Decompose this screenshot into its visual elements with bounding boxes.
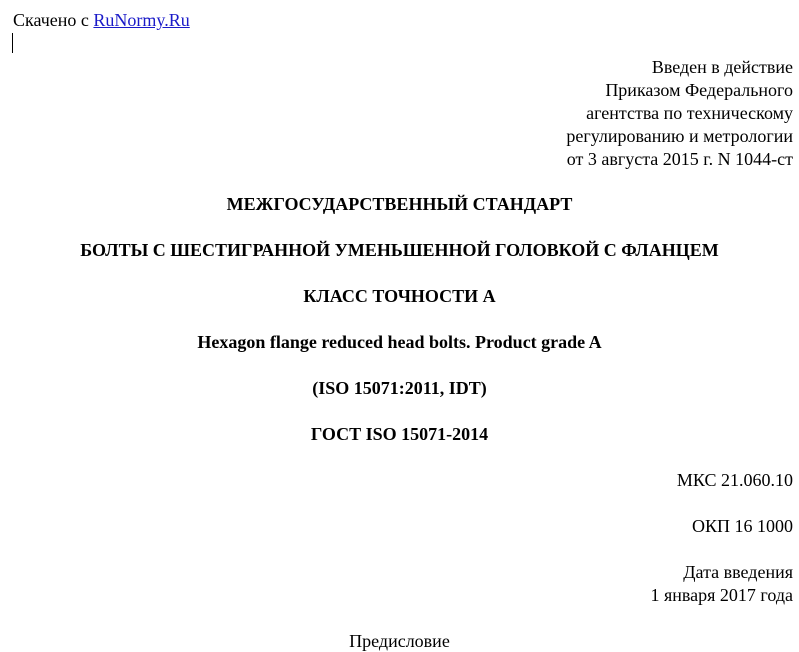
standard-title-en: Hexagon flange reduced head bolts. Product grade A — [197, 332, 602, 352]
approval-line: Введен в действие — [651, 57, 793, 77]
gost-number: ГОСТ ISO 15071-2014 — [310, 424, 489, 444]
source-line — [13, 10, 190, 31]
approval-block — [566, 56, 793, 171]
approval-line: Приказом Федерального — [605, 80, 793, 100]
approval-line: агентства по техническому — [586, 103, 793, 123]
accuracy-class-heading: КЛАСС ТОЧНОСТИ А — [303, 286, 496, 306]
iso-reference: (ISO 15071:2011, IDT) — [312, 378, 487, 398]
mks-code: МКС 21.060.10 — [676, 470, 793, 490]
standard-title-ru: БОЛТЫ С ШЕСТИГРАННОЙ УМЕНЬШЕННОЙ ГОЛОВКОЙ С ФЛАНЦЕМ — [80, 240, 719, 260]
intro-date-value: 1 января 2017 года — [650, 585, 793, 605]
standard-type-heading: МЕЖГОСУДАРСТВЕННЫЙ СТАНДАРТ — [226, 194, 573, 214]
okp-code: ОКП 16 1000 — [691, 516, 793, 536]
text-cursor — [12, 33, 13, 53]
intro-date-label: Дата введения — [683, 562, 793, 582]
approval-line: от 3 августа 2015 г. N 1044-ст — [566, 149, 793, 169]
approval-line: регулированию и метрологии — [566, 126, 793, 146]
source-prefix: Скачено с — [13, 10, 94, 30]
runormy-link[interactable]: RuNormy.Ru — [93, 10, 190, 30]
foreword-heading: Предисловие — [349, 631, 450, 651]
